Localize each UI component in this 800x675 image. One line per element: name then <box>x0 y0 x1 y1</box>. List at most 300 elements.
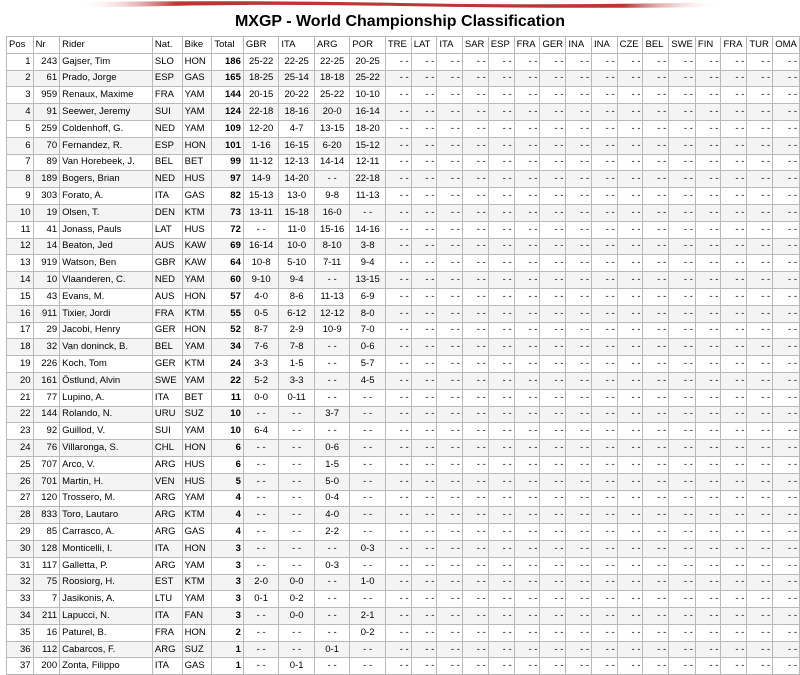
race-result-cell: 14-16 <box>350 221 386 238</box>
race-result-cell: - - <box>411 591 437 608</box>
race-result-cell: 2-2 <box>314 524 350 541</box>
nation-cell: ARG <box>152 507 182 524</box>
race-result-cell: - - <box>592 490 618 507</box>
race-result-cell: - - <box>488 154 514 171</box>
race-result-cell: - - <box>695 372 721 389</box>
race-result-cell: - - <box>695 423 721 440</box>
race-result-cell: - - <box>437 490 462 507</box>
race-result-cell: - - <box>314 372 350 389</box>
race-result-cell: - - <box>773 423 800 440</box>
table-row <box>7 406 800 423</box>
race-result-cell: - - <box>773 507 800 524</box>
position-cell: 34 <box>7 608 34 625</box>
race-result-cell: 13-0 <box>279 188 315 205</box>
race-result-cell: - - <box>514 288 540 305</box>
race-result-cell: - - <box>243 557 279 574</box>
race-result-cell: - - <box>592 440 618 457</box>
race-result-cell: - - <box>695 507 721 524</box>
race-result-cell: - - <box>488 137 514 154</box>
race-result-cell: - - <box>279 440 315 457</box>
race-result-cell: 0-4 <box>314 490 350 507</box>
race-result-cell: - - <box>721 339 747 356</box>
race-result-cell: - - <box>540 406 566 423</box>
race-result-cell: - - <box>437 288 462 305</box>
race-result-cell: - - <box>643 188 669 205</box>
race-result-cell: - - <box>385 490 411 507</box>
race-result-cell: - - <box>566 574 592 591</box>
rider-cell: Tixier, Jordi <box>60 305 153 322</box>
race-result-cell: - - <box>643 255 669 272</box>
race-result-cell: - - <box>773 540 800 557</box>
position-cell: 2 <box>7 70 34 87</box>
race-result-cell: - - <box>566 456 592 473</box>
race-result-cell: - - <box>747 658 773 675</box>
race-result-cell: - - <box>669 154 696 171</box>
race-result-cell: - - <box>514 456 540 473</box>
race-result-cell: 14-14 <box>314 154 350 171</box>
nation-cell: ARG <box>152 641 182 658</box>
bike-cell: YAM <box>182 120 212 137</box>
table-row <box>7 272 800 289</box>
bike-cell: KTM <box>182 574 212 591</box>
race-result-cell: - - <box>592 641 618 658</box>
race-result-cell: - - <box>314 423 350 440</box>
race-result-cell: - - <box>643 288 669 305</box>
position-cell: 26 <box>7 473 34 490</box>
race-result-cell: 14-20 <box>279 171 315 188</box>
race-result-cell: 12-13 <box>279 154 315 171</box>
race-result-cell: - - <box>350 557 386 574</box>
rider-cell: Zonta, Filippo <box>60 658 153 675</box>
race-result-cell: - - <box>617 322 643 339</box>
race-result-cell: - - <box>617 658 643 675</box>
race-result-cell: - - <box>721 406 747 423</box>
number-cell: 76 <box>33 440 60 457</box>
race-result-cell: - - <box>592 608 618 625</box>
race-result-cell: - - <box>695 389 721 406</box>
race-result-cell: - - <box>462 574 488 591</box>
race-result-cell: - - <box>385 473 411 490</box>
race-result-cell: - - <box>385 53 411 70</box>
bike-cell: SUZ <box>182 406 212 423</box>
race-result-cell: - - <box>695 473 721 490</box>
race-result-cell: - - <box>350 473 386 490</box>
race-result-cell: - - <box>540 423 566 440</box>
race-result-cell: - - <box>721 440 747 457</box>
race-result-cell: 7-6 <box>243 339 279 356</box>
race-result-cell: - - <box>643 456 669 473</box>
race-result-cell: - - <box>773 406 800 423</box>
race-result-cell: - - <box>279 406 315 423</box>
race-result-cell: - - <box>721 490 747 507</box>
table-row <box>7 507 800 524</box>
number-cell: 85 <box>33 524 60 541</box>
race-result-cell: - - <box>592 305 618 322</box>
table-row <box>7 490 800 507</box>
race-result-cell: - - <box>462 120 488 137</box>
race-result-cell: - - <box>411 540 437 557</box>
race-result-cell: - - <box>747 456 773 473</box>
race-result-cell: - - <box>773 372 800 389</box>
position-cell: 11 <box>7 221 34 238</box>
table-row <box>7 87 800 104</box>
race-result-cell: - - <box>773 255 800 272</box>
race-result-cell: - - <box>773 120 800 137</box>
race-result-cell: - - <box>721 288 747 305</box>
race-result-cell: - - <box>592 104 618 121</box>
total-cell: 10 <box>212 406 243 423</box>
race-result-cell: - - <box>643 608 669 625</box>
race-result-cell: - - <box>669 440 696 457</box>
race-result-cell: - - <box>514 272 540 289</box>
race-result-cell: - - <box>385 641 411 658</box>
number-cell: 61 <box>33 70 60 87</box>
race-result-cell: - - <box>350 423 386 440</box>
race-result-cell: 8-6 <box>279 288 315 305</box>
race-result-cell: - - <box>643 339 669 356</box>
race-result-cell: - - <box>279 473 315 490</box>
table-row <box>7 154 800 171</box>
race-result-cell: - - <box>540 188 566 205</box>
race-result-cell: - - <box>566 171 592 188</box>
race-result-cell: - - <box>566 221 592 238</box>
race-result-cell: - - <box>385 608 411 625</box>
race-result-cell: - - <box>514 356 540 373</box>
race-result-cell: - - <box>617 137 643 154</box>
race-result-cell: 25-14 <box>279 70 315 87</box>
race-result-cell: - - <box>411 507 437 524</box>
number-cell: 911 <box>33 305 60 322</box>
position-cell: 3 <box>7 87 34 104</box>
total-cell: 82 <box>212 188 243 205</box>
race-result-cell: - - <box>695 440 721 457</box>
total-cell: 24 <box>212 356 243 373</box>
race-result-cell: - - <box>411 53 437 70</box>
race-result-cell: - - <box>617 440 643 457</box>
race-result-cell: - - <box>411 154 437 171</box>
race-result-cell: 6-12 <box>279 305 315 322</box>
race-result-cell: - - <box>643 641 669 658</box>
table-row <box>7 641 800 658</box>
race-result-cell: 5-7 <box>350 356 386 373</box>
race-result-cell: - - <box>695 171 721 188</box>
race-result-cell: - - <box>643 305 669 322</box>
number-cell: 959 <box>33 87 60 104</box>
race-result-cell: - - <box>540 524 566 541</box>
number-cell: 120 <box>33 490 60 507</box>
position-cell: 6 <box>7 137 34 154</box>
nation-cell: BEL <box>152 339 182 356</box>
total-cell: 73 <box>212 204 243 221</box>
race-result-cell: - - <box>462 591 488 608</box>
race-result-cell: - - <box>514 406 540 423</box>
race-result-cell: - - <box>488 120 514 137</box>
race-result-cell: 18-16 <box>279 104 315 121</box>
race-result-cell: - - <box>514 591 540 608</box>
race-result-cell: - - <box>721 322 747 339</box>
race-result-cell: - - <box>540 608 566 625</box>
race-result-cell: 2-1 <box>350 608 386 625</box>
race-result-cell: - - <box>773 339 800 356</box>
race-result-cell: - - <box>721 255 747 272</box>
race-result-cell: - - <box>643 204 669 221</box>
race-result-cell: 16-14 <box>350 104 386 121</box>
race-result-cell: - - <box>514 540 540 557</box>
race-result-cell: - - <box>592 120 618 137</box>
race-result-cell: - - <box>643 120 669 137</box>
rider-cell: Galletta, P. <box>60 557 153 574</box>
column-header: Nat. <box>152 37 182 54</box>
position-cell: 20 <box>7 372 34 389</box>
race-result-cell: - - <box>566 137 592 154</box>
race-result-cell: - - <box>566 255 592 272</box>
race-result-cell: - - <box>721 154 747 171</box>
race-result-cell: 0-1 <box>243 591 279 608</box>
race-result-cell: - - <box>592 171 618 188</box>
nation-cell: EST <box>152 574 182 591</box>
position-cell: 35 <box>7 624 34 641</box>
rider-cell: Roosiorg, H. <box>60 574 153 591</box>
race-result-cell: - - <box>695 406 721 423</box>
bike-cell: HON <box>182 440 212 457</box>
number-cell: 303 <box>33 188 60 205</box>
total-cell: 97 <box>212 171 243 188</box>
race-result-cell: - - <box>721 641 747 658</box>
race-result-cell: - - <box>592 524 618 541</box>
bike-cell: HUS <box>182 456 212 473</box>
race-result-cell: 20-22 <box>279 87 315 104</box>
position-cell: 18 <box>7 339 34 356</box>
race-result-cell: - - <box>314 356 350 373</box>
race-result-cell: - - <box>540 473 566 490</box>
race-result-cell: - - <box>643 490 669 507</box>
race-result-cell: 9-10 <box>243 272 279 289</box>
race-result-cell: - - <box>314 171 350 188</box>
total-cell: 4 <box>212 490 243 507</box>
race-result-cell: - - <box>669 255 696 272</box>
total-cell: 186 <box>212 53 243 70</box>
race-result-cell: - - <box>721 372 747 389</box>
bike-cell: GAS <box>182 658 212 675</box>
race-result-cell: - - <box>462 322 488 339</box>
table-row <box>7 423 800 440</box>
race-result-cell: 1-0 <box>350 574 386 591</box>
race-result-cell: - - <box>411 171 437 188</box>
race-result-cell: - - <box>617 70 643 87</box>
race-result-cell: - - <box>514 608 540 625</box>
race-result-cell: - - <box>643 154 669 171</box>
race-result-cell: - - <box>643 524 669 541</box>
race-result-cell: - - <box>643 238 669 255</box>
total-cell: 144 <box>212 87 243 104</box>
table-row <box>7 339 800 356</box>
rider-cell: Jacobi, Henry <box>60 322 153 339</box>
race-result-cell: - - <box>514 171 540 188</box>
nation-cell: AUS <box>152 238 182 255</box>
race-result-cell: - - <box>385 272 411 289</box>
race-result-cell: - - <box>488 339 514 356</box>
race-result-cell: - - <box>592 137 618 154</box>
bike-cell: HUS <box>182 473 212 490</box>
race-result-cell: - - <box>721 389 747 406</box>
race-result-cell: - - <box>385 87 411 104</box>
race-result-cell: - - <box>695 456 721 473</box>
race-result-cell: - - <box>592 557 618 574</box>
race-result-cell: - - <box>592 272 618 289</box>
bike-cell: FAN <box>182 608 212 625</box>
race-result-cell: - - <box>350 456 386 473</box>
column-header: TRE <box>385 37 411 54</box>
race-result-cell: - - <box>462 658 488 675</box>
total-cell: 3 <box>212 557 243 574</box>
race-result-cell: - - <box>385 154 411 171</box>
race-result-cell: - - <box>462 490 488 507</box>
race-result-cell: - - <box>773 658 800 675</box>
race-result-cell: - - <box>540 389 566 406</box>
race-result-cell: - - <box>488 372 514 389</box>
position-cell: 28 <box>7 507 34 524</box>
race-result-cell: - - <box>721 204 747 221</box>
race-result-cell: - - <box>643 272 669 289</box>
race-result-cell: - - <box>350 440 386 457</box>
race-result-cell: 2-0 <box>243 574 279 591</box>
race-result-cell: 15-12 <box>350 137 386 154</box>
race-result-cell: - - <box>411 524 437 541</box>
race-result-cell: - - <box>566 188 592 205</box>
race-result-cell: - - <box>695 339 721 356</box>
race-result-cell: - - <box>592 591 618 608</box>
race-result-cell: - - <box>462 406 488 423</box>
race-result-cell: - - <box>721 272 747 289</box>
column-header: ARG <box>314 37 350 54</box>
column-header: INA <box>566 37 592 54</box>
number-cell: 43 <box>33 288 60 305</box>
race-result-cell: - - <box>617 524 643 541</box>
number-cell: 16 <box>33 624 60 641</box>
race-result-cell: - - <box>385 624 411 641</box>
race-result-cell: - - <box>721 221 747 238</box>
race-result-cell: - - <box>437 641 462 658</box>
table-row <box>7 53 800 70</box>
race-result-cell: - - <box>566 389 592 406</box>
race-result-cell: - - <box>279 490 315 507</box>
table-row <box>7 120 800 137</box>
number-cell: 701 <box>33 473 60 490</box>
race-result-cell: 0-1 <box>279 658 315 675</box>
race-result-cell: - - <box>747 608 773 625</box>
race-result-cell: - - <box>592 624 618 641</box>
race-result-cell: - - <box>773 171 800 188</box>
race-result-cell: - - <box>514 104 540 121</box>
number-cell: 77 <box>33 389 60 406</box>
nation-cell: BEL <box>152 154 182 171</box>
race-result-cell: 11-0 <box>279 221 315 238</box>
nation-cell: ARG <box>152 456 182 473</box>
race-result-cell: - - <box>385 70 411 87</box>
race-result-cell: - - <box>669 339 696 356</box>
race-result-cell: - - <box>643 389 669 406</box>
total-cell: 6 <box>212 456 243 473</box>
race-result-cell: - - <box>773 524 800 541</box>
bike-cell: HON <box>182 53 212 70</box>
nation-cell: FRA <box>152 624 182 641</box>
bike-cell: HUS <box>182 171 212 188</box>
race-result-cell: - - <box>669 87 696 104</box>
race-result-cell: 5-0 <box>314 473 350 490</box>
race-result-cell: - - <box>695 322 721 339</box>
bike-cell: BET <box>182 154 212 171</box>
table-row <box>7 171 800 188</box>
race-result-cell: - - <box>669 608 696 625</box>
nation-cell: URU <box>152 406 182 423</box>
column-header: GER <box>540 37 566 54</box>
race-result-cell: - - <box>488 557 514 574</box>
race-result-cell: 13-15 <box>314 120 350 137</box>
race-result-cell: - - <box>695 70 721 87</box>
bike-cell: HON <box>182 322 212 339</box>
total-cell: 52 <box>212 322 243 339</box>
total-cell: 1 <box>212 658 243 675</box>
table-row <box>7 557 800 574</box>
bike-cell: KTM <box>182 507 212 524</box>
race-result-cell: - - <box>721 238 747 255</box>
table-row <box>7 238 800 255</box>
race-result-cell: - - <box>773 188 800 205</box>
race-result-cell: - - <box>747 641 773 658</box>
race-result-cell: 3-8 <box>350 238 386 255</box>
race-result-cell: - - <box>773 221 800 238</box>
number-cell: 10 <box>33 272 60 289</box>
race-result-cell: - - <box>592 188 618 205</box>
race-result-cell: - - <box>514 154 540 171</box>
race-result-cell: - - <box>385 339 411 356</box>
race-result-cell: 15-16 <box>314 221 350 238</box>
race-result-cell: - - <box>385 305 411 322</box>
race-result-cell: - - <box>695 288 721 305</box>
race-result-cell: - - <box>747 238 773 255</box>
race-result-cell: - - <box>669 137 696 154</box>
race-result-cell: - - <box>411 356 437 373</box>
race-result-cell: - - <box>773 137 800 154</box>
race-result-cell: - - <box>669 540 696 557</box>
race-result-cell: 18-20 <box>350 120 386 137</box>
column-header: SAR <box>462 37 488 54</box>
race-result-cell: - - <box>747 389 773 406</box>
race-result-cell: - - <box>385 171 411 188</box>
race-result-cell: - - <box>592 221 618 238</box>
race-result-cell: - - <box>488 389 514 406</box>
race-result-cell: - - <box>695 137 721 154</box>
rider-cell: Seewer, Jeremy <box>60 104 153 121</box>
race-result-cell: - - <box>721 456 747 473</box>
race-result-cell: - - <box>437 255 462 272</box>
race-result-cell: 5-10 <box>279 255 315 272</box>
race-result-cell: - - <box>669 204 696 221</box>
total-cell: 124 <box>212 104 243 121</box>
race-result-cell: - - <box>617 608 643 625</box>
race-result-cell: 18-18 <box>314 70 350 87</box>
number-cell: 833 <box>33 507 60 524</box>
race-result-cell: 0-5 <box>243 305 279 322</box>
total-cell: 60 <box>212 272 243 289</box>
race-result-cell: - - <box>514 305 540 322</box>
column-header: ESP <box>488 37 514 54</box>
race-result-cell: - - <box>695 221 721 238</box>
race-result-cell: - - <box>514 490 540 507</box>
race-result-cell: - - <box>617 406 643 423</box>
race-result-cell: - - <box>695 272 721 289</box>
race-result-cell: - - <box>617 53 643 70</box>
